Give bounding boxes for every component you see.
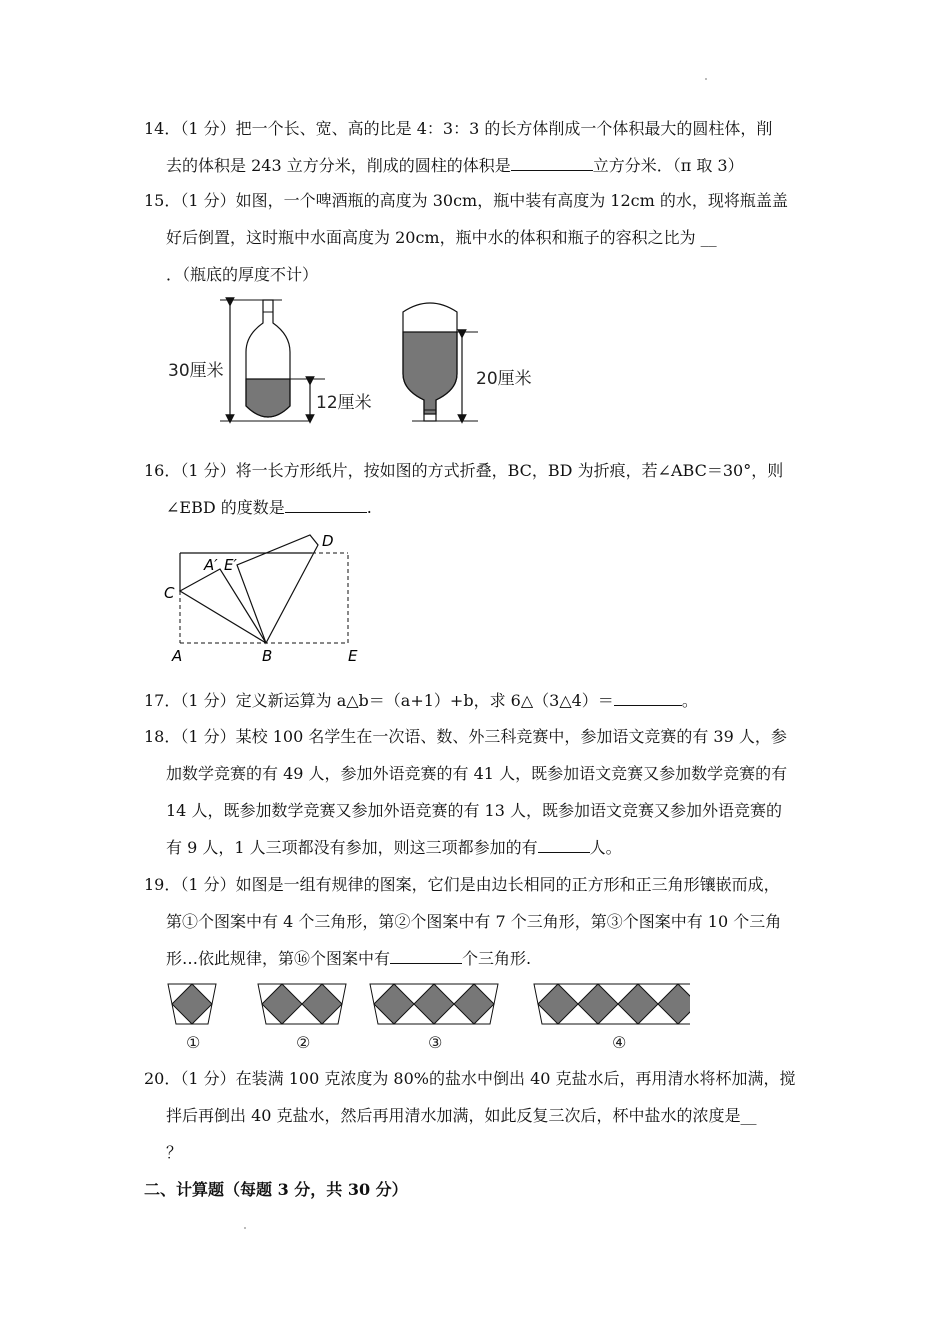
square-tile xyxy=(374,984,414,1024)
upright-bottle xyxy=(246,300,290,417)
q20-line1: 20．（1 分）在装满 100 克浓度为 80%的盐水中倒出 40 克盐水后，再用清水将杯加满，搅 xyxy=(144,1069,796,1088)
q18-line4: 有 9 人，1 人三项都没有参加，则这三项都参加的有 人。 xyxy=(144,829,814,866)
q18-line1: 18．（1 分）某校 100 名学生在一次语、数、外三科竞赛中，参加语文竞赛的有 39 人，参 xyxy=(144,727,787,746)
square-tile xyxy=(454,984,494,1024)
square-tile xyxy=(618,984,658,1024)
label-C: C xyxy=(164,584,175,602)
q19-line3: 形…依此规律，第⑯个图案中有 个三角形. xyxy=(144,940,814,977)
q20-line3: ？ xyxy=(166,1143,183,1162)
label-A: A xyxy=(172,647,183,665)
pattern-caption: ② xyxy=(296,1033,311,1052)
q15-line2: 好后倒置，这时瓶中水面高度为 20cm，瓶中水的体积和瓶子的容积之比为 __ xyxy=(166,228,717,247)
q19-line1: 19．（1 分）如图是一组有规律的图案，它们是由边长相同的正方形和正三角形镶嵌而成， xyxy=(144,875,780,894)
q16-line1: 16．（1 分）将一长方形纸片，按如图的方式折叠，BC，BD 为折痕，若∠ABC＝30°，则 xyxy=(144,461,784,480)
pattern-3 xyxy=(370,984,498,1052)
pattern-caption: ③ xyxy=(428,1033,443,1052)
label-A-prime: A′ xyxy=(204,556,218,574)
q18-line3: 14 人，既参加数学竞赛又参加外语竞赛的有 13 人，既参加语文竞赛又参加外语竞赛的 xyxy=(166,801,782,820)
square-tile xyxy=(414,984,454,1024)
square-tile xyxy=(302,984,342,1024)
answer-blank[interactable] xyxy=(285,494,367,513)
question-14 xyxy=(144,110,814,184)
q15-line3: ．（瓶底的厚度不计） xyxy=(166,265,319,284)
square-tile xyxy=(578,984,618,1024)
pattern-1 xyxy=(168,984,216,1052)
square-tile xyxy=(538,984,578,1024)
label-30cm: 30厘米 xyxy=(168,361,224,381)
label-20cm: 20厘米 xyxy=(476,369,532,389)
question-20 xyxy=(144,1060,814,1171)
label-B: B xyxy=(262,647,273,665)
scan-dot xyxy=(244,1227,246,1229)
q14-line1: 14．（1 分）把一个长、宽、高的比是 4：3：3 的长方体削成一个体积最大的圆柱体，削 xyxy=(144,119,773,138)
q20-line2: 拌后再倒出 40 克盐水，然后再用清水加满，如此反复三次后，杯中盐水的浓度是__ xyxy=(166,1106,757,1125)
pattern-caption: ① xyxy=(186,1033,201,1052)
q18-line2: 加数学竞赛的有 49 人，参加外语竞赛的有 41 人，既参加语文竞赛又参加数学竞赛的有 xyxy=(166,764,788,783)
bottle-figure xyxy=(160,290,560,430)
square-tile xyxy=(262,984,302,1024)
question-15 xyxy=(144,182,814,293)
scan-dot xyxy=(705,78,707,80)
question-16 xyxy=(144,452,814,526)
fold-figure xyxy=(160,525,380,670)
question-17 xyxy=(144,682,814,719)
label-E-prime: E′ xyxy=(224,556,237,574)
label-D: D xyxy=(322,532,334,550)
question-19 xyxy=(144,866,814,977)
q17-line1: 17．（1 分）定义新运算为 a△b＝（a+1）+b，求 6△（3△4）＝ 。 xyxy=(144,682,814,719)
square-tile xyxy=(172,984,212,1024)
pattern-4 xyxy=(534,984,690,1052)
answer-blank[interactable] xyxy=(390,945,462,964)
q15-line1: 15．（1 分）如图，一个啤酒瓶的高度为 30cm，瓶中装有高度为 12cm 的水，现将瓶盖盖 xyxy=(144,191,788,210)
answer-blank[interactable] xyxy=(614,687,682,706)
answer-blank[interactable] xyxy=(538,834,590,853)
q14-line2: 去的体积是 243 立方分米，削成的圆柱的体积是 立方分米．（π 取 3） xyxy=(144,147,814,184)
square-tile xyxy=(658,984,690,1024)
q16-line2: ∠EBD 的度数是 . xyxy=(144,489,814,526)
answer-blank[interactable] xyxy=(511,152,593,171)
section-heading-calculation: 二、计算题（每题 3 分，共 30 分） xyxy=(144,1180,408,1199)
label-12cm: 12厘米 xyxy=(316,393,372,413)
tessellation-figure xyxy=(160,980,690,1055)
label-E: E xyxy=(348,647,358,665)
pattern-2 xyxy=(258,984,346,1052)
pattern-caption: ④ xyxy=(612,1033,627,1052)
question-18 xyxy=(144,718,814,866)
inverted-bottle xyxy=(403,303,457,421)
q19-line2: 第①个图案中有 4 个三角形，第②个图案中有 7 个三角形，第③个图案中有 10 个三角 xyxy=(166,912,782,931)
